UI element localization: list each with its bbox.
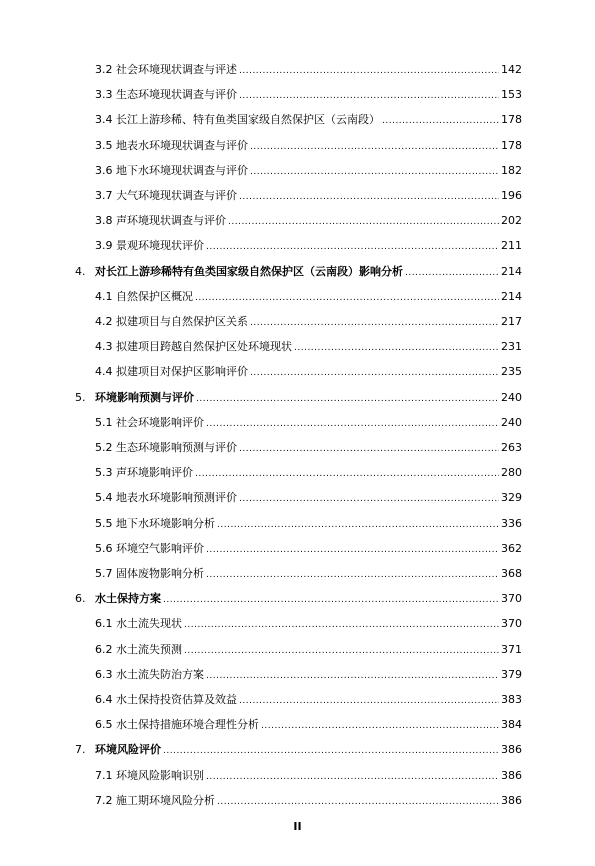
toc-entry-label: 5.6 环境空气影响评价: [95, 541, 204, 555]
toc-section-entry[interactable]: [95, 717, 522, 733]
toc-dot-leader: [239, 441, 499, 457]
toc-dot-leader: [250, 365, 499, 381]
toc-entry-label: 6.3 水土流失防治方案: [95, 667, 204, 681]
toc-page-number: 371: [501, 642, 522, 656]
toc-page-number: 386: [501, 793, 522, 807]
toc-section-entry[interactable]: [95, 364, 522, 380]
toc-entry-label: 6.1 水土流失现状: [95, 617, 182, 631]
toc-entry-label: 3.5 地表水环境现状调查与评价: [95, 138, 248, 152]
toc-page-number: 214: [501, 289, 522, 303]
toc-entry-label: 对长江上游珍稀特有鱼类国家级自然保护区（云南段）影响分析: [95, 264, 403, 278]
toc-chapter-number: 7.: [75, 743, 86, 757]
toc-page-number: 235: [501, 365, 522, 379]
toc-entry-label: 环境风险评价: [95, 743, 161, 757]
toc-entry-label: 5.7 固体废物影响分析: [95, 567, 204, 580]
toc-page-number: 178: [501, 113, 522, 127]
toc-section-entry[interactable]: [95, 616, 522, 632]
toc-entry-label: 4.1 自然保护区概况: [95, 289, 193, 303]
toc-section-entry[interactable]: [95, 566, 522, 582]
toc-entry-label: 5.2 生态环境影响预测与评价: [95, 441, 237, 454]
toc-page-number: 153: [501, 88, 522, 102]
toc-entry-label: 5.4 地表水环境影响预测评价: [95, 491, 237, 505]
toc-entry-label: 3.4 长江上游珍稀、特有鱼类国家级自然保护区（云南段）: [95, 113, 380, 127]
toc-dot-leader: [239, 693, 499, 709]
toc-entry-label: 3.3 生态环境现状调查与评价: [95, 88, 237, 102]
toc-dot-leader: [228, 214, 499, 230]
toc-section-entry[interactable]: [95, 516, 522, 532]
toc-page-number: 217: [501, 315, 522, 328]
toc-section-entry[interactable]: [95, 692, 522, 708]
toc-section-entry[interactable]: [95, 793, 522, 809]
toc-section-entry[interactable]: [95, 440, 522, 456]
toc-dot-leader: [163, 743, 499, 759]
toc-dot-leader: [163, 592, 499, 608]
toc-chapter-number: 5.: [75, 390, 86, 404]
toc-section-entry[interactable]: [95, 339, 522, 355]
toc-section-entry[interactable]: [95, 188, 522, 204]
toc-section-entry[interactable]: [95, 238, 522, 254]
toc-page-number: 370: [501, 617, 522, 631]
toc-dot-leader: [250, 164, 499, 180]
toc-page-number: 196: [501, 189, 522, 202]
toc-entry-label: 5.1 社会环境影响评价: [95, 415, 204, 429]
toc-dot-leader: [184, 617, 499, 633]
toc-section-entry[interactable]: [95, 465, 522, 481]
toc-dot-leader: [217, 517, 499, 533]
toc-page-number: 142: [501, 63, 522, 76]
toc-section-entry[interactable]: [95, 415, 522, 431]
toc-page-number: 202: [501, 214, 522, 228]
toc-entry-label: 7.1 环境风险影响识别: [95, 768, 204, 782]
toc-dot-leader: [239, 491, 499, 507]
toc-dot-leader: [239, 63, 499, 79]
toc-section-entry[interactable]: [95, 289, 522, 305]
toc-page-number: 182: [501, 163, 522, 177]
toc-page-number: 362: [501, 541, 522, 555]
toc-chapter-number: 4.: [75, 264, 86, 278]
toc-chapter-number: 6.: [75, 592, 86, 606]
toc-dot-leader: [184, 643, 499, 659]
toc-dot-leader: [239, 189, 499, 205]
toc-dot-leader: [206, 567, 499, 583]
toc-page-number: 280: [501, 466, 522, 480]
toc-section-entry[interactable]: [95, 62, 522, 78]
toc-page-number: 231: [501, 340, 522, 354]
toc-dot-leader: [206, 668, 499, 684]
toc-page-number: 386: [501, 768, 522, 782]
toc-section-entry[interactable]: [95, 213, 522, 229]
toc-dot-leader: [206, 416, 499, 432]
toc-dot-leader: [195, 290, 499, 306]
toc-page-number: 178: [501, 138, 522, 152]
toc-dot-leader: [196, 391, 499, 407]
toc-section-entry[interactable]: [95, 642, 522, 658]
toc-page-number: 379: [501, 667, 522, 681]
toc-section-entry[interactable]: [95, 163, 522, 179]
toc-page-number: 263: [501, 441, 522, 454]
toc-dot-leader: [217, 794, 499, 810]
toc-section-entry[interactable]: [95, 768, 522, 784]
toc-entry-label: 3.2 社会环境现状调查与评述: [95, 63, 237, 76]
toc-page-number: 370: [501, 592, 522, 606]
toc-page-number: 383: [501, 693, 522, 706]
toc-dot-leader: [239, 88, 499, 104]
toc-entry-label: 6.5 水土保持措施环境合理性分析: [95, 718, 259, 732]
toc-entry-label: 5.5 地下水环境影响分析: [95, 516, 215, 530]
toc-entry-label: 4.4 拟建项目对保护区影响评价: [95, 365, 248, 379]
toc-entry-label: 3.7 大气环境现状调查与评价: [95, 189, 237, 202]
toc-page-number: 329: [501, 491, 522, 505]
toc-page-number: 384: [501, 718, 522, 732]
toc-page-number: 211: [501, 239, 522, 253]
toc-section-entry[interactable]: [95, 314, 522, 330]
page-footer-number: II: [293, 820, 302, 833]
toc-chapter-entry[interactable]: [75, 591, 522, 607]
toc-page-number: 368: [501, 567, 522, 580]
toc-dot-leader: [206, 769, 499, 785]
toc-section-entry[interactable]: [95, 490, 522, 506]
toc-entry-label: 6.2 水土流失预测: [95, 642, 182, 656]
toc-page-number: 336: [501, 516, 522, 530]
toc-section-entry[interactable]: [95, 138, 522, 154]
toc-chapter-entry[interactable]: [75, 264, 522, 280]
toc-chapter-entry[interactable]: [75, 390, 522, 406]
toc-entry-label: 6.4 水土保持投资估算及效益: [95, 693, 237, 706]
toc-dot-leader: [250, 315, 499, 331]
toc-section-entry[interactable]: [95, 667, 522, 683]
toc-entry-label: 5.3 声环境影响评价: [95, 466, 193, 480]
toc-entry-label: 环境影响预测与评价: [95, 390, 194, 404]
toc-section-entry[interactable]: [95, 112, 522, 128]
toc-section-entry[interactable]: [95, 87, 522, 103]
toc-entry-label: 水土保持方案: [95, 592, 161, 606]
toc-dot-leader: [250, 139, 499, 155]
toc-dot-leader: [294, 340, 499, 356]
toc-section-entry[interactable]: [95, 541, 522, 557]
toc-page-number: 386: [501, 743, 522, 757]
toc-page-number: 240: [501, 415, 522, 429]
toc-entry-label: 3.6 地下水环境现状调查与评价: [95, 163, 248, 177]
toc-chapter-entry[interactable]: [75, 742, 522, 758]
toc-dot-leader: [382, 113, 499, 129]
toc-entry-label: 4.2 拟建项目与自然保护区关系: [95, 315, 248, 328]
toc-dot-leader: [261, 718, 499, 734]
toc-dot-leader: [206, 542, 499, 558]
toc-dot-leader: [405, 265, 499, 281]
toc-page-number: 240: [501, 390, 522, 404]
toc-dot-leader: [206, 239, 499, 255]
toc-entry-label: 3.9 景观环境现状评价: [95, 239, 204, 253]
toc-page-number: 214: [501, 264, 522, 278]
toc-entry-label: 7.2 施工期环境风险分析: [95, 793, 215, 807]
toc-dot-leader: [195, 466, 499, 482]
toc-entry-label: 4.3 拟建项目跨越自然保护区处环境现状: [95, 340, 292, 354]
toc-entry-label: 3.8 声环境现状调查与评价: [95, 214, 226, 228]
